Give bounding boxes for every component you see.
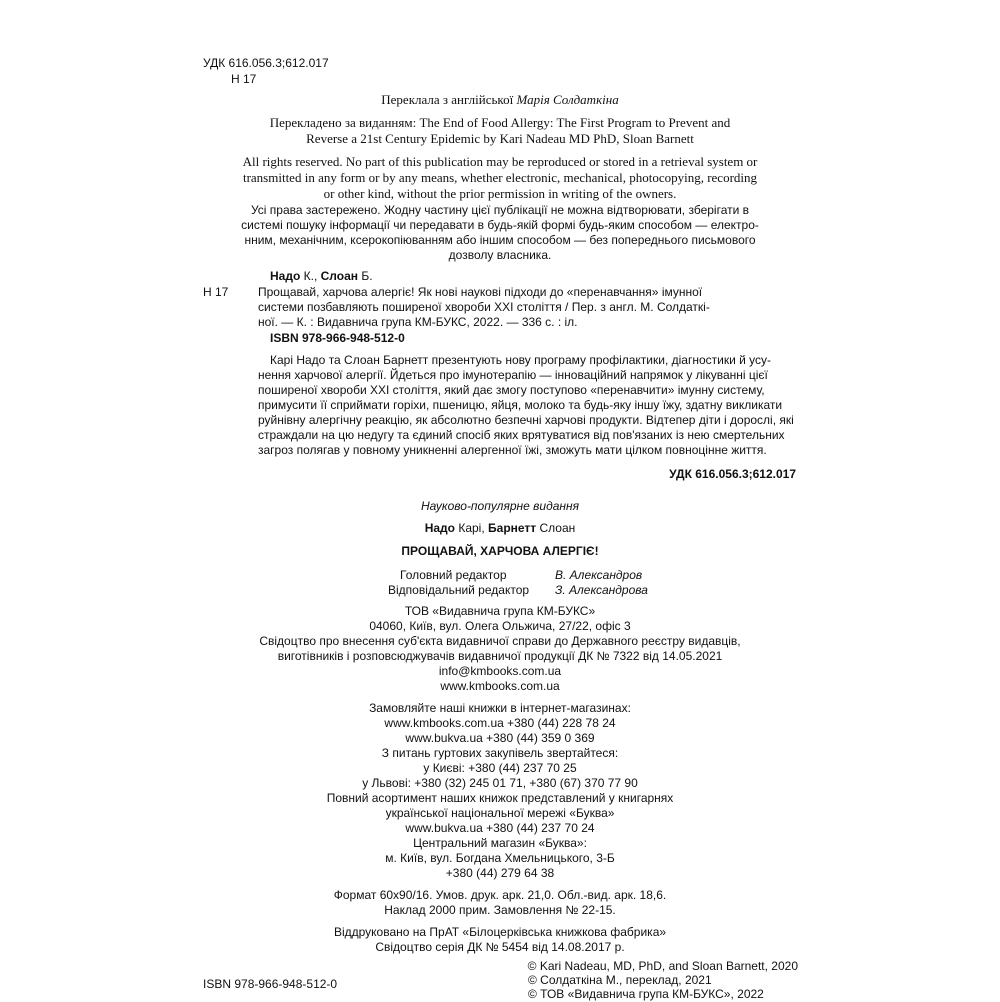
- abstract-line: поширеної хвороби XXI століття, який дає змогу поступово «перенавчити» імунну систему,: [258, 383, 765, 397]
- shop-line: Замовляйте наші книжки в інтернет-магазинах:: [369, 701, 631, 715]
- original-title-line: Reverse a 21st Century Epidemic by Kari Nadeau MD PhD, Sloan Barnett: [306, 131, 694, 146]
- rights-ua-line: дозволу власника.: [448, 248, 552, 262]
- copyright-line: © Kari Nadeau, MD, PhD, and Sloan Barnett, 2020: [527, 959, 798, 973]
- translator-credit: Переклала з англійської Марія Солдаткіна: [381, 92, 619, 107]
- translator-name: Марія Солдаткіна: [516, 92, 619, 107]
- publisher-line: ТОВ «Видавнича група КМ-БУКС»: [404, 604, 596, 618]
- copyright-line: © ТОВ «Видавнича група КМ-БУКС», 2022: [528, 987, 764, 1001]
- book-title: ПРОЩАВАЙ, ХАРЧОВА АЛЕРГІЄ!: [401, 544, 599, 558]
- udk-code: УДК 616.056.3;612.017: [669, 467, 796, 481]
- abstract-line: нення харчової алергії. Йдеться про імунотерапію — інноваційний напрямок у лікуванні цієї: [258, 368, 768, 382]
- abstract-line: примусити її сприймати горіхи, пшеницю, яйця, молоко та будь-яку іншу їжу, здатну викликати: [258, 398, 783, 412]
- publisher-email: info@kmbooks.com.ua: [438, 664, 562, 678]
- copyright-line: © Солдаткіна М., переклад, 2021: [528, 973, 712, 987]
- shop-line: З питань гуртових закупівель звертайтеся:: [381, 746, 619, 760]
- shop-line: Центральний магазин «Буква»:: [413, 836, 587, 850]
- publisher-line: виготівників і розповсюджувачів видавничої продукції ДК № 7322 від 14.05.2021: [277, 649, 723, 663]
- abstract-line: страждали на цю недугу та єдиний спосіб яких врятуватися від пов'язаних із нею смертельних: [258, 428, 785, 442]
- imprint-authors: Надо Карі, Барнетт Слоан: [424, 521, 576, 535]
- catalog-title-line: системи позбавляють поширеної хвороби XXI століття / Пер. з англ. М. Солдаткі-: [258, 300, 710, 314]
- abstract-line: руйнівну алергічну реакцію, як абсолютно безпечні харчові продукти. Відтепер діти і дорослі, які: [258, 413, 794, 427]
- footer-isbn: ISBN 978-966-948-512-0: [203, 977, 338, 991]
- shop-line: +380 (44) 279 64 38: [445, 866, 555, 880]
- shop-line: www.kmbooks.com.ua +380 (44) 228 78 24: [384, 716, 616, 730]
- genre-label: Науково-популярне видання: [420, 499, 580, 513]
- catalog-isbn: ISBN 978-966-948-512-0: [270, 331, 405, 345]
- shop-line: www.bukva.ua +380 (44) 359 0 369: [405, 731, 595, 745]
- catalog-code: Н 17: [203, 285, 229, 299]
- shop-line: www.bukva.ua +380 (44) 237 70 24: [405, 821, 595, 835]
- rights-en-line: transmitted in any form or by any means, whether electronic, mechanical, photocopying, recording: [242, 170, 758, 185]
- catalog-code: Н 17: [231, 72, 257, 86]
- rights-en-line: All rights reserved. No part of this publication may be reproduced or stored in a retrieval system or: [242, 154, 758, 169]
- shop-line: Повний асортимент наших книжок представлений у книгарнях: [326, 791, 674, 805]
- format-line: Наклад 2000 прим. Замовлення № 22-15.: [384, 903, 616, 917]
- catalog-title-line: Прощавай, харчова алергіє! Як нові наукові підходи до «перенавчання» імунної: [258, 285, 703, 299]
- editor-role: Головний редактор: [400, 568, 507, 582]
- rights-en-line: or other kind, without the prior permission in writing of the owners.: [323, 186, 677, 201]
- shop-line: у Києві: +380 (44) 237 70 25: [423, 761, 577, 775]
- catalog-title-line: ної. — К. : Видавнича група КМ-БУКС, 2022. — 336 с. : іл.: [258, 315, 578, 329]
- shop-line: м. Київ, вул. Богдана Хмельницького, 3-Б: [385, 851, 615, 865]
- format-line: Формат 60x90/16. Умов. друк. арк. 21,0. Обл.-вид. арк. 18,6.: [333, 888, 667, 902]
- udk-code: УДК 616.056.3;612.017: [203, 56, 329, 70]
- publisher-website: www.kmbooks.com.ua: [440, 679, 560, 693]
- publisher-line: 04060, Київ, вул. Олега Ольжича, 27/22, офіс 3: [369, 619, 631, 633]
- original-title-line: Перекладено за виданням: The End of Food Allergy: The First Program to Prevent and: [269, 115, 731, 130]
- rights-ua-line: нним, механічним, ксерокопіюванням або іншим способом — без попереднього письмового: [244, 233, 756, 247]
- shop-line: української національної мережі «Буква»: [385, 806, 615, 820]
- publisher-line: Свідоцтво про внесення суб'єкта видавничої справи до Державного реєстру видавців,: [259, 634, 741, 648]
- editor-name: В. Александров: [555, 568, 643, 582]
- catalog-authors: Надо К., Слоан Б.: [270, 269, 373, 283]
- printer-line: Свідоцтво серія ДК № 5454 від 14.08.2017 р.: [375, 940, 625, 954]
- editor-role: Відповідальний редактор: [388, 583, 530, 597]
- printer-line: Віддруковано на ПрАТ «Білоцерківська книжкова фабрика»: [333, 925, 667, 939]
- editor-name: З. Александрова: [555, 583, 648, 597]
- abstract-line: Карі Надо та Слоан Барнетт презентують нову програму профілактики, діагностики й усу-: [270, 353, 772, 367]
- rights-ua-line: системі пошуку інформації чи передавати в будь-якій формі будь-яким способом — електро-: [241, 218, 759, 232]
- rights-ua-line: Усі права застережено. Жодну частину цієї публікації не можна відтворювати, зберігати в: [250, 203, 750, 217]
- shop-line: у Львові: +380 (32) 245 01 71, +380 (67) 370 77 90: [362, 776, 638, 790]
- abstract-line: загроз полягав у повному уникненні алергенної їжі, зможуть мати цілком повноцінне життя.: [258, 443, 767, 457]
